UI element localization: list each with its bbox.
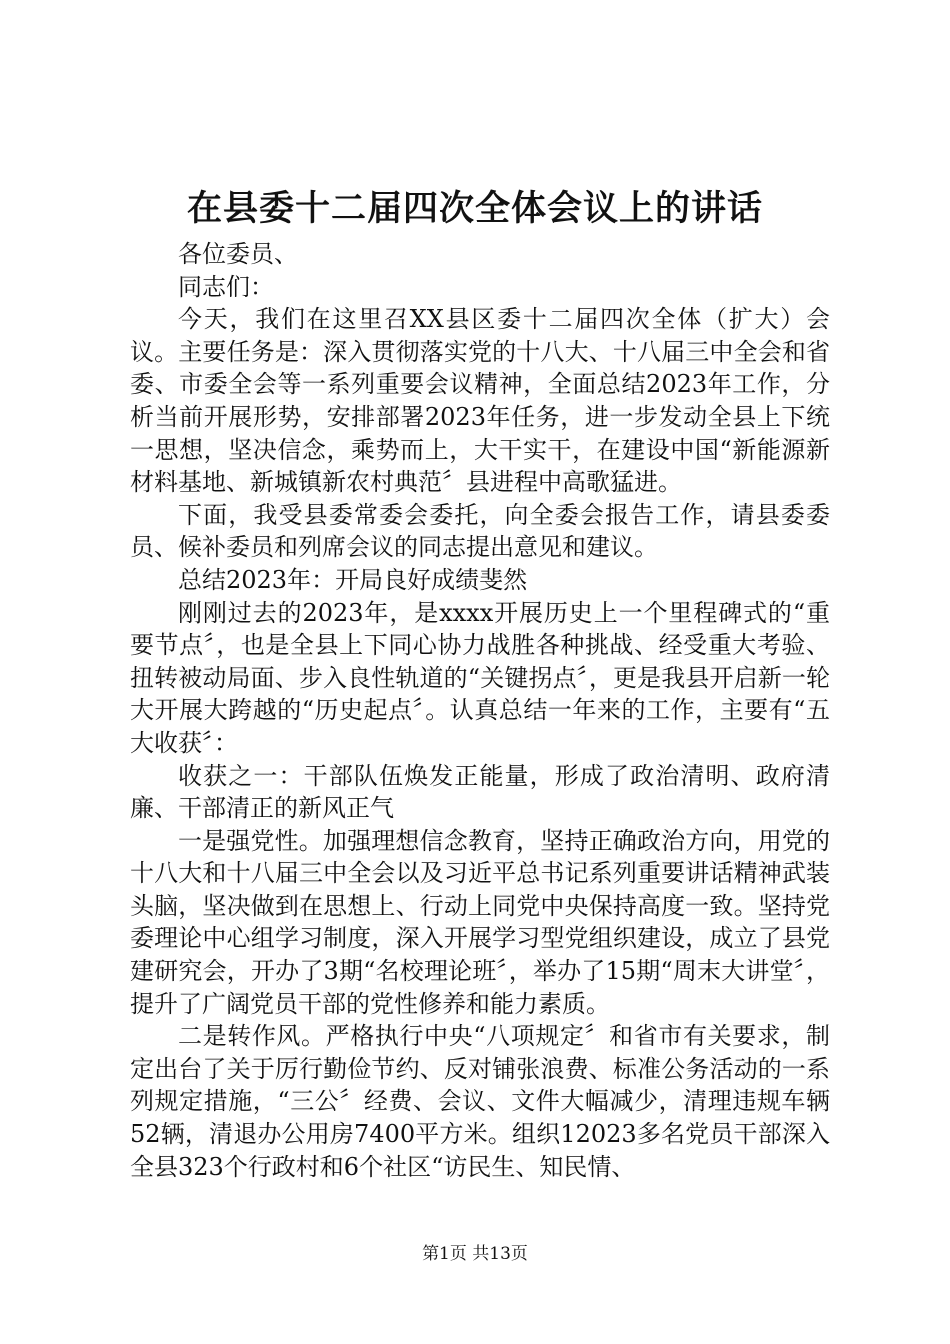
section-heading-gain-1: 收获之一：干部队伍焕发正能量，形成了政治清明、政府清廉、干部清正的新风正气: [130, 761, 830, 823]
document-body: [130, 238, 830, 1183]
paragraph-work-style: 二是转作风。严格执行中央“八项规定〞和省市有关要求，制定出台了关于厉行勤俭节约、反对铺张浪费、标准公务活动的一系列规定措施，“三公〞经费、会议、文件大幅减少，清理违规车辆52辆，清退办公用房7400平方米。组织12023多名党员干部深入全县323个行政村和6个社区“访民生、知民情、: [130, 1022, 830, 1181]
paragraph-salutation-2: 同志们：: [178, 272, 274, 301]
paragraph-opening: 今天，我们在这里召XX县区委十二届四次全体（扩大）会议。主要任务是：深入贯彻落实党的十八大、十八届三中全会和省委、市委全会等一系列重要会议精神，全面总结2023年工作，分析当前开展形势，安排部署2023年任务，进一步发动全县上下统一思想，坚决信念，乘势而上，大干实干，在建设中国“新能源新材料基地、新城镇新农村典范〞县进程中高歌猛进。: [130, 305, 830, 497]
paragraph-party-spirit: 一是强党性。加强理想信念教育，坚持正确政治方向，用党的十八大和十八届三中全会以及习近平总书记系列重要讲话精神武装头脑，坚决做到在思想上、行动上同党中央保持高度一致。坚持党委理论中心组学习制度，深入开展学习型党组织建设，成立了县党建研究会，开办了3期“名校理论班〞，举办了15期“周末大讲堂〞，提升了广阔党员干部的党性修养和能力素质。: [130, 826, 830, 1018]
document-title: 在县委十二届四次全体会议上的讲话: [186, 188, 763, 229]
paragraph-salutation-1: 各位委员、: [178, 240, 298, 268]
paragraph-report-intro: 下面，我受县委常委会委托，向全委会报告工作，请县委委员、候补委员和列席会议的同志提出意见和建议。: [130, 500, 830, 562]
paragraph-review: 刚刚过去的2023年，是xxxx开展历史上一个里程碑式的“重要节点〞，也是全县上下同心协力战胜各种挑战、经受重大考验、扭转被动局面、步入良性轨道的“关键拐点〞，更是我县开启新一轮大开展大跨越的“历史起点〞。认真总结一年来的工作，主要有“五大收获〞：: [130, 598, 830, 757]
section-heading-summary: 总结2023年：开局良好成绩斐然: [178, 565, 528, 594]
page-footer: 第1页 共13页: [422, 1244, 528, 1264]
